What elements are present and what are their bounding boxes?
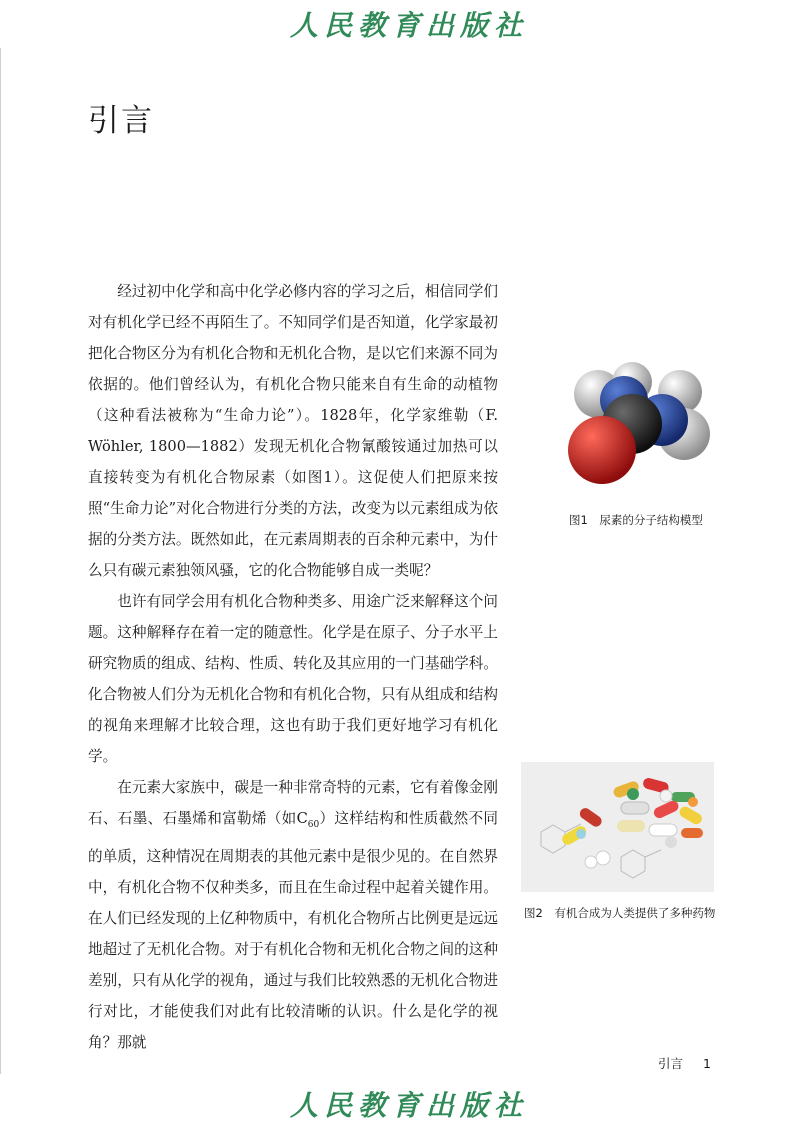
publisher-watermark-top: 人民教育出版社 bbox=[290, 9, 529, 42]
medicine-pills-image bbox=[521, 762, 714, 892]
subscript-60: 60 bbox=[307, 819, 320, 830]
paragraph-1: 经过初中化学和高中化学必修内容的学习之后，相信同学们对有机化学已经不再陌生了。不知同学们是否知道，化学家最初把化合物区分为有机化合物和无机化合物，是以它们来源不同为依据的。他们曾经认为，有机化合物只能来自有生命的动植物（这种看法被称为“生命力论”）。1828年，化学家维勒（F. Wöhler, 1800—1882）发现无机化合物氰酸铵通过加热可以直接转变为有机化合物尿素（如图1）。这促使人们把原来按照“生命力论”对化合物进行分类的方法，改变为以元素组成为依据的分类方法。既然如此，在元素周期表的百余种元素中，为什么只有碳元素独领风骚，它的化合物能够自成一类呢？ bbox=[88, 283, 498, 579]
figure-1-caption: 图1 尿素的分子结构模型 bbox=[569, 513, 703, 527]
body-text bbox=[88, 276, 498, 1058]
figure-2-caption: 图2 有机合成为人类提供了多种药物 bbox=[524, 906, 716, 920]
oxygen-atom bbox=[568, 416, 636, 484]
page-footer bbox=[658, 1054, 711, 1072]
page-edge-line bbox=[0, 48, 1, 1074]
urea-molecule-model-image bbox=[560, 362, 720, 492]
chapter-title: 引言 bbox=[88, 102, 154, 139]
paragraph-2: 也许有同学会用有机化合物种类多、用途广泛来解释这个问题。这种解释存在着一定的随意性。化学是在原子、分子水平上研究物质的组成、结构、性质、转化及其应用的一门基础学科。化合物被人们分为无机化合物和有机化合物，只有从组成和结构的视角来理解才比较合理，这也有助于我们更好地学习有机化学。 bbox=[88, 593, 498, 765]
footer-section: 引言 bbox=[658, 1056, 684, 1071]
page-number: 1 bbox=[703, 1056, 711, 1071]
paragraph-3: 在元素大家族中，碳是一种非常奇特的元素，它有着像金刚石、石墨、石墨烯和富勒烯（如$C_{60}$）这样结构和性质截然不同的单质，这种情况在周期表的其他元素中是很少见的。在自然界中，有机化合物不仅种类多，而且在生命过程中起着关键作用。在人们已经发现的上亿种物质中，有机化合物所占比例更是远远地超过了无机化合物。对于有机化合物和无机化合物之间的这种差别，只有从化学的视角，通过与我们比较熟悉的无机化合物进行对比，才能使我们对此有比较清晰的认识。什么是化学的视角？那就 bbox=[88, 779, 498, 1051]
publisher-watermark-bottom: 人民教育出版社 bbox=[290, 1089, 529, 1122]
